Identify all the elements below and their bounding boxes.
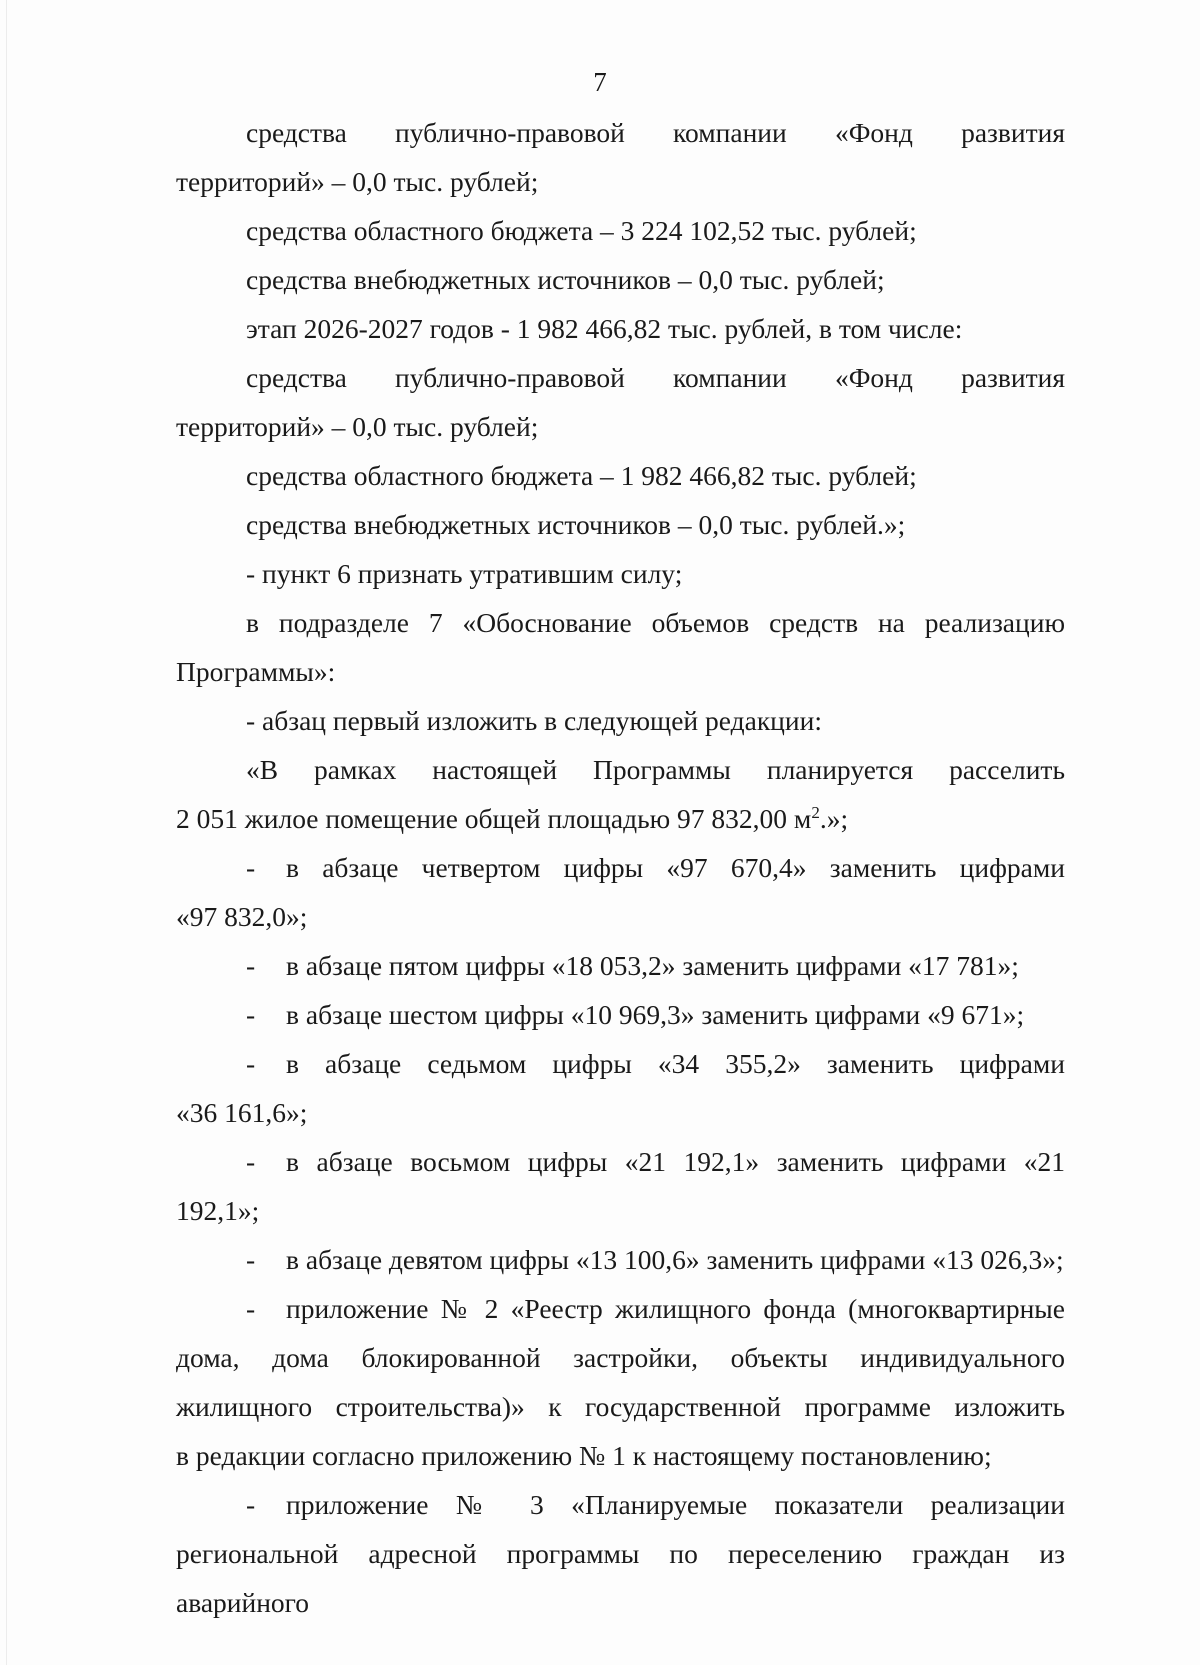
paragraph: [176, 353, 1065, 402]
paragraph: [176, 549, 1065, 598]
paragraph-text: средства областного бюджета – 1 982 466,82 тыс. рублей;: [246, 460, 917, 491]
list-item-text: дома, дома блокированной застройки, объекты индивидуального: [176, 1342, 1065, 1373]
paragraph-line: в подразделе 7 «Обоснование объемов средств на реализацию: [246, 607, 1065, 638]
document-body: [176, 108, 1065, 1627]
list-item-text: в абзаце седьмом цифры «34 355,2» заменить цифрами: [286, 1048, 1065, 1079]
paragraph: [176, 304, 1065, 353]
dash-marker: -: [246, 1244, 256, 1275]
list-item: [176, 1480, 1065, 1529]
superscript: 2: [811, 803, 820, 822]
list-item-continuation: [176, 1088, 1065, 1137]
list-item-text: приложение № 2 «Реестр жилищного фонда (многоквартирные: [286, 1293, 1065, 1324]
paragraph: [176, 696, 1065, 745]
paragraph-line: территорий» – 0,0 тыс. рублей;: [176, 411, 539, 442]
paragraph-continuation: [176, 157, 1065, 206]
scan-edge: [6, 0, 7, 1665]
paragraph-text: - пункт 6 признать утратившим силу;: [246, 558, 683, 589]
page-number: 7: [593, 67, 607, 97]
paragraph: [176, 500, 1065, 549]
list-item-continuation: [176, 1186, 1065, 1235]
paragraph-line: 2 051 жилое помещение общей площадью 97 832,00 м: [176, 803, 812, 834]
list-item-continuation: [176, 892, 1065, 941]
paragraph-line: Программы»:: [176, 656, 336, 687]
dash-marker: -: [246, 1489, 256, 1520]
list-item-continuation: [176, 1529, 1065, 1627]
dash-marker: -: [246, 1293, 256, 1324]
list-item: [176, 1039, 1065, 1088]
paragraph: [176, 206, 1065, 255]
list-item-continuation: [176, 1333, 1065, 1382]
paragraph: [176, 451, 1065, 500]
dash-marker: -: [246, 1146, 256, 1177]
list-item-text: в абзаце восьмом цифры «21 192,1» заменить цифрами «21: [286, 1146, 1065, 1177]
paragraph-text: средства областного бюджета – 3 224 102,52 тыс. рублей;: [246, 215, 917, 246]
paragraph-line: средства публично-правовой компании «Фонд развития: [246, 362, 1065, 393]
list-item: [176, 990, 1065, 1039]
list-item-text: жилищного строительства)» к государственной программе изложить: [176, 1391, 1065, 1422]
dash-marker: -: [246, 999, 256, 1030]
list-item-continuation: [176, 1431, 1065, 1480]
paragraph-line: территорий» – 0,0 тыс. рублей;: [176, 166, 539, 197]
list-item: [176, 1235, 1065, 1284]
paragraph-text: - абзац первый изложить в следующей редакции:: [246, 705, 822, 736]
list-item-text: региональной адресной программы по переселению граждан из аварийного: [176, 1538, 1065, 1618]
paragraph-line: средства публично-правовой компании «Фонд развития: [246, 117, 1065, 148]
paragraph: [176, 255, 1065, 304]
list-item-continuation: [176, 1382, 1065, 1431]
list-item: [176, 843, 1065, 892]
list-item: [176, 1137, 1065, 1186]
dash-marker: -: [246, 950, 256, 981]
list-item-text: в абзаце четвертом цифры «97 670,4» заменить цифрами: [286, 852, 1065, 883]
list-item-text: в абзаце девятом цифры «13 100,6» заменить цифрами «13 026,3»;: [286, 1244, 1064, 1275]
paragraph-line: .»;: [819, 803, 849, 834]
list-item-text: «97 832,0»;: [176, 901, 308, 932]
paragraph-line: «В рамках настоящей Программы планируется расселить: [246, 754, 1065, 785]
list-item-text: в абзаце шестом цифры «10 969,3» заменить цифрами «9 671»;: [286, 999, 1025, 1030]
list-item: [176, 941, 1065, 990]
paragraph-text: этап 2026-2027 годов - 1 982 466,82 тыс. рублей, в том числе:: [246, 313, 963, 344]
paragraph: [176, 745, 1065, 794]
list-item-text: в абзаце пятом цифры «18 053,2» заменить цифрами «17 781»;: [286, 950, 1019, 981]
list-item-text: «36 161,6»;: [176, 1097, 308, 1128]
list-item-text: в редакции согласно приложению № 1 к настоящему постановлению;: [176, 1440, 992, 1471]
paragraph-continuation: [176, 794, 1065, 843]
paragraph-text: средства внебюджетных источников – 0,0 тыс. рублей;: [246, 264, 885, 295]
list-item-text: 192,1»;: [176, 1195, 260, 1226]
paragraph-continuation: [176, 402, 1065, 451]
paragraph-continuation: [176, 647, 1065, 696]
paragraph: [176, 598, 1065, 647]
list-item: [176, 1284, 1065, 1333]
dash-marker: -: [246, 1048, 256, 1079]
list-item-text: приложение № 3 «Планируемые показатели реализации: [286, 1489, 1065, 1520]
paragraph-text: средства внебюджетных источников – 0,0 тыс. рублей.»;: [246, 509, 906, 540]
dash-marker: -: [246, 852, 256, 883]
paragraph: [176, 108, 1065, 157]
